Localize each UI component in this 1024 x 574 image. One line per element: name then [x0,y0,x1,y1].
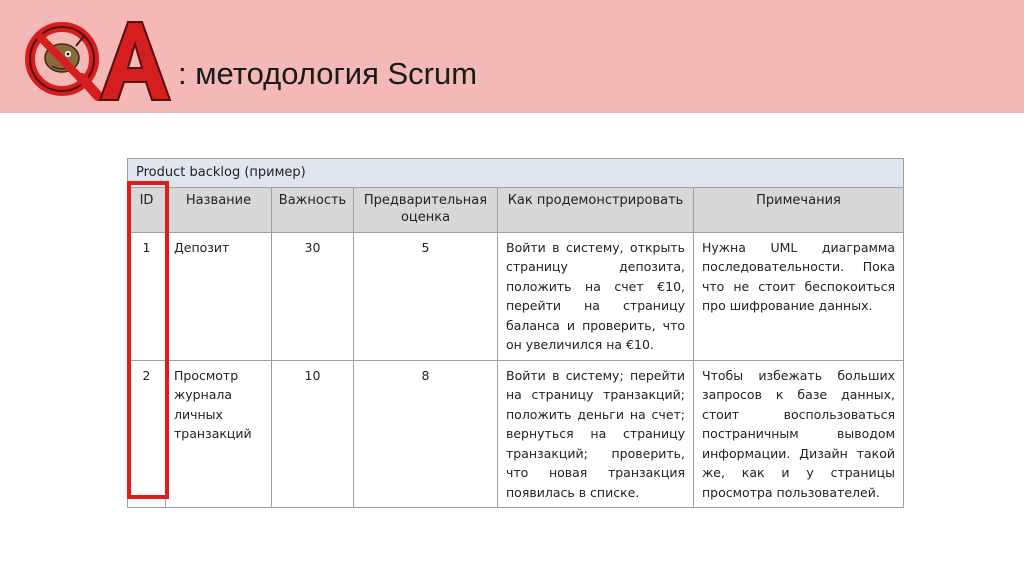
cell-importance: 10 [272,360,354,508]
column-header-name: Название [166,187,272,232]
cell-estimate: 8 [354,360,498,508]
cell-notes: Чтобы избежать больших запросов к базе данных, стоит воспользоваться постраничным выводом информации. Дизайн такой же, как и у страницы просмотра пользователей. [694,360,904,508]
column-header-notes: Примечания [694,187,904,232]
table-row [128,360,904,508]
column-header-id: ID [128,187,166,232]
cell-demo: Войти в систему; перейти на страницу транзакций; положить деньги на счет; вернуться на страницу транзакций; проверить, что новая транзакция появилась в списке. [498,360,694,508]
product-backlog-table [127,158,903,508]
cell-demo: Войти в систему, открыть страницу депозита, положить на счет €10, перейти на страницу баланса и проверить, что он увеличился на €10. [498,232,694,360]
cell-importance: 30 [272,232,354,360]
qa-logo-icon [22,16,172,102]
cell-notes: Нужна UML диаграмма последовательности. Пока что не стоит беспокоиться про шифрование данных. [694,232,904,360]
cell-id: 2 [128,360,166,508]
cell-name: Депозит [166,232,272,360]
column-header-estimate: Предварительная оценка [354,187,498,232]
table-caption: Product backlog (пример) [128,159,904,188]
column-header-demo: Как продемонстрировать [498,187,694,232]
cell-name: Просмотр журнала личных транзакций [166,360,272,508]
slide-header [0,0,1024,113]
id-column-highlight [127,181,169,499]
column-header-importance: Важность [272,187,354,232]
table-row [128,232,904,360]
slide-title: : методология Scrum [178,56,478,91]
cell-estimate: 5 [354,232,498,360]
cell-id: 1 [128,232,166,360]
